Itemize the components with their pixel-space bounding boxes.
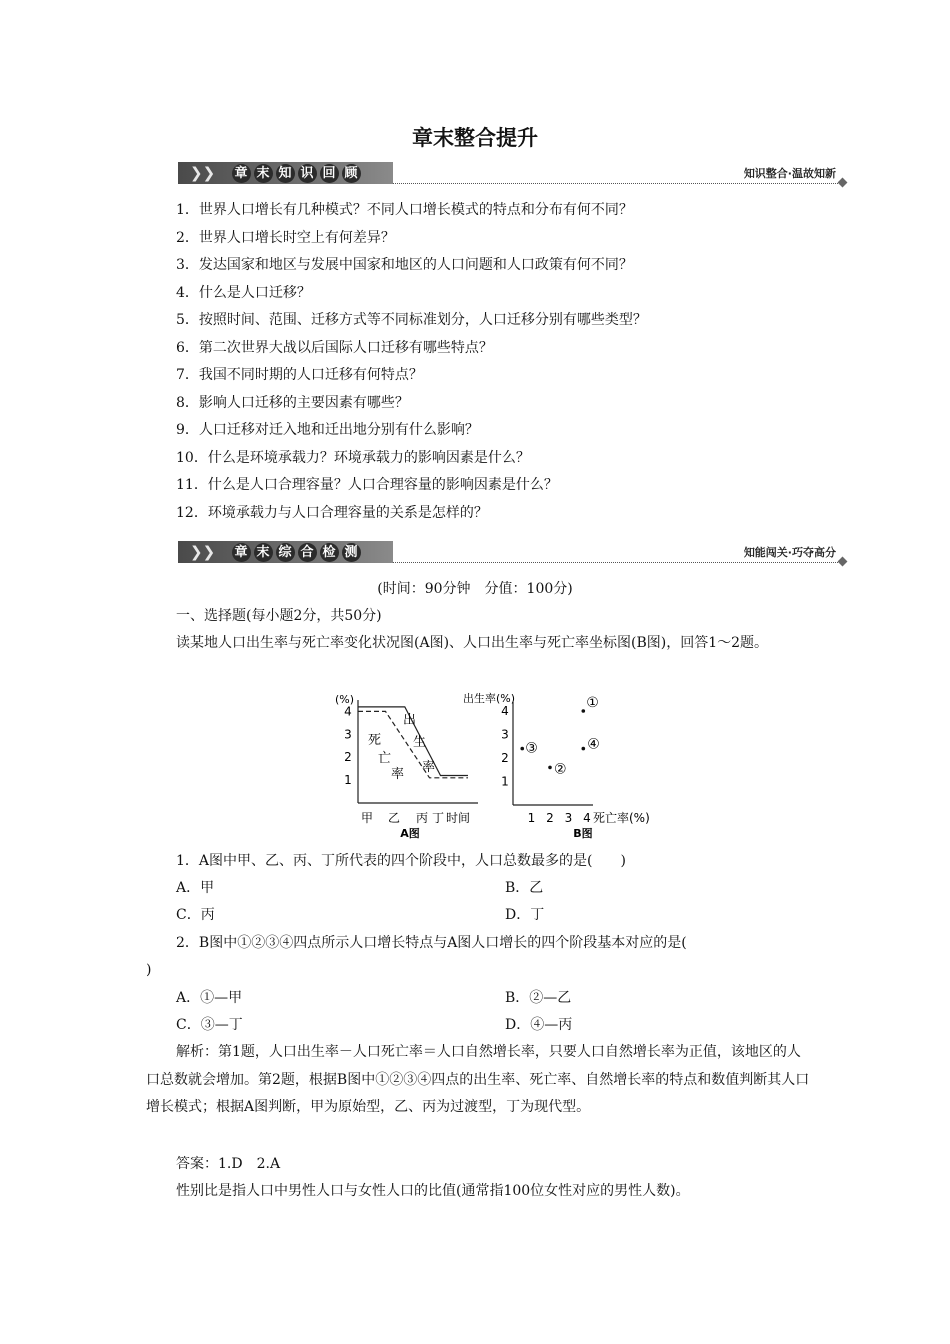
x-tick-label: 2 bbox=[546, 811, 554, 825]
y-tick-label: 3 bbox=[501, 727, 509, 742]
banner-tag: 知识整合·温故知新 bbox=[743, 167, 836, 180]
y-axis-label: 出生率(%) bbox=[462, 692, 515, 705]
question-2-option: D．④—丙 bbox=[505, 1017, 573, 1033]
review-question: 9．人口迁移对迁入地和迁出地分别有什么影响？ bbox=[176, 422, 479, 438]
scatter-point bbox=[520, 747, 524, 751]
stage-label: 丙 bbox=[416, 811, 429, 825]
scatter-point bbox=[582, 747, 586, 751]
point-label: ④ bbox=[587, 736, 600, 753]
review-question: 3．发达国家和地区与发展中国家和地区的人口问题和人口政策有何不同？ bbox=[176, 257, 633, 273]
birth-rate-label: 率 bbox=[422, 760, 436, 775]
banner-char: 知 bbox=[276, 164, 295, 183]
question-2-stem-end: ) bbox=[146, 962, 152, 978]
banner-char: 合 bbox=[298, 543, 317, 562]
death-rate-label: 率 bbox=[391, 767, 405, 782]
banner-char: 顾 bbox=[342, 164, 361, 183]
birth-rate-label: 出 bbox=[403, 713, 417, 728]
y-tick-label: 2 bbox=[501, 751, 509, 765]
review-question: 8．影响人口迁移的主要因素有哪些？ bbox=[176, 394, 409, 411]
section-banner-test bbox=[178, 539, 846, 565]
x-axis-label: 时间 bbox=[446, 811, 471, 825]
banner-rule bbox=[393, 562, 840, 563]
chart-title: A图 bbox=[400, 827, 420, 840]
question-1-stem: 1．A图中甲、乙、丙、丁所代表的四个阶段中，人口总数最多的是( ) bbox=[176, 853, 626, 869]
y-axis-label: (%) bbox=[334, 693, 354, 706]
point-label: ② bbox=[554, 761, 567, 778]
banner-char: 识 bbox=[298, 164, 317, 183]
death-rate-label: 亡 bbox=[378, 751, 392, 766]
y-tick-label: 4 bbox=[344, 704, 352, 719]
stage-label: 乙 bbox=[388, 811, 401, 825]
y-tick-label: 4 bbox=[501, 704, 509, 718]
sex-ratio-line: 性别比是指人口中男性人口与女性人口的比值(通常指100位女性对应的男性人数)。 bbox=[176, 1183, 690, 1199]
review-question: 12．环境承载力与人口合理容量的关系是怎样的？ bbox=[176, 504, 488, 521]
banner-label bbox=[232, 542, 364, 562]
review-question: 11．什么是人口合理容量？人口合理容量的影响因素是什么？ bbox=[176, 477, 558, 493]
review-question: 10．什么是环境承载力？环境承载力的影响因素是什么？ bbox=[176, 449, 530, 466]
x-axis-label: 死亡率(%) bbox=[593, 811, 650, 825]
review-question: 5．按照时间、范围、迁移方式等不同标准划分，人口迁移分别有哪些类型？ bbox=[176, 312, 647, 328]
banner-char: 章 bbox=[232, 543, 251, 562]
question-1-option: A．甲 bbox=[176, 880, 215, 896]
review-question: 4．什么是人口迁移？ bbox=[176, 284, 311, 301]
answer-line: 答案：1.D 2.A bbox=[176, 1156, 281, 1172]
diamond-icon bbox=[838, 178, 848, 188]
banner-char: 检 bbox=[320, 543, 339, 562]
question-1-option: B．乙 bbox=[505, 880, 544, 896]
analysis-paragraph: 解析：第1题，人口出生率－人口死亡率＝人口自然增长率，只要人口自然增长率为正值，该地区的人口总数就会增加。第2题，根据B图中①②③④四点的出生率、死亡率、自然增长率的特点和数值判断其人口增长模式；根据A图判断，甲为原始型，乙、丙为过渡型，丁为现代型。 bbox=[146, 1044, 810, 1115]
section-banner-review bbox=[178, 160, 846, 186]
review-question: 7．我国不同时期的人口迁移有何特点？ bbox=[176, 367, 423, 383]
question-2-stem: 2．B图中①②③④四点所示人口增长特点与A图人口增长的四个阶段基本对应的是( bbox=[176, 935, 687, 951]
banner-char: 末 bbox=[254, 164, 273, 183]
chart-b bbox=[462, 690, 663, 840]
question-2-option: C．③—丁 bbox=[176, 1017, 243, 1033]
banner-char: 末 bbox=[254, 543, 273, 562]
birth-rate-label: 生 bbox=[413, 735, 427, 750]
chart-title: B图 bbox=[573, 827, 593, 840]
y-tick-label: 1 bbox=[344, 773, 352, 788]
page-title: 章末整合提升 bbox=[412, 126, 538, 150]
chevron-icon: ❯❯ bbox=[190, 543, 216, 561]
review-question: 1．世界人口增长有几种模式？不同人口增长模式的特点和分布有何不同？ bbox=[176, 202, 633, 218]
banner-rule bbox=[393, 183, 840, 184]
banner-char: 章 bbox=[232, 164, 251, 183]
banner-char: 回 bbox=[320, 164, 339, 183]
banner-char: 测 bbox=[342, 543, 361, 562]
stage-label: 甲 bbox=[361, 811, 374, 825]
banner-label bbox=[232, 163, 364, 183]
stage-label: 丁 bbox=[432, 811, 445, 825]
question-2-option: B．②—乙 bbox=[505, 990, 572, 1006]
question-1-option: D．丁 bbox=[505, 907, 545, 923]
chart-a bbox=[318, 690, 483, 840]
intro-paragraph: 读某地人口出生率与死亡率变化状况图(A图)、人口出生率与死亡率坐标图(B图)，回答1～2题。 bbox=[176, 635, 769, 651]
banner-tag: 知能闯关·巧夺高分 bbox=[743, 546, 836, 559]
scatter-point bbox=[548, 766, 552, 770]
question-2-option: A．①—甲 bbox=[176, 990, 243, 1006]
death-rate-label: 死 bbox=[368, 733, 382, 748]
chevron-icon: ❯❯ bbox=[190, 164, 216, 182]
diamond-icon bbox=[838, 557, 848, 567]
y-tick-label: 2 bbox=[344, 750, 352, 765]
x-tick-label: 1 bbox=[527, 811, 536, 825]
x-tick-label: 4 bbox=[583, 811, 591, 825]
banner-char: 综 bbox=[276, 543, 295, 562]
y-tick-label: 1 bbox=[501, 774, 509, 789]
review-question: 2．世界人口增长时空上有何差异？ bbox=[176, 229, 395, 246]
review-question: 6．第二次世界大战以后国际人口迁移有哪些特点？ bbox=[176, 339, 493, 356]
point-label: ③ bbox=[525, 740, 538, 757]
y-tick-label: 3 bbox=[344, 727, 352, 742]
x-tick-label: 3 bbox=[564, 811, 573, 825]
part-heading: 一、选择题(每小题2分，共50分) bbox=[176, 608, 382, 624]
point-label: ① bbox=[586, 695, 599, 711]
question-1-option: C．丙 bbox=[176, 907, 215, 923]
exam-info: (时间：90分钟 分值：100分) bbox=[377, 581, 573, 597]
scatter-point bbox=[582, 709, 586, 713]
